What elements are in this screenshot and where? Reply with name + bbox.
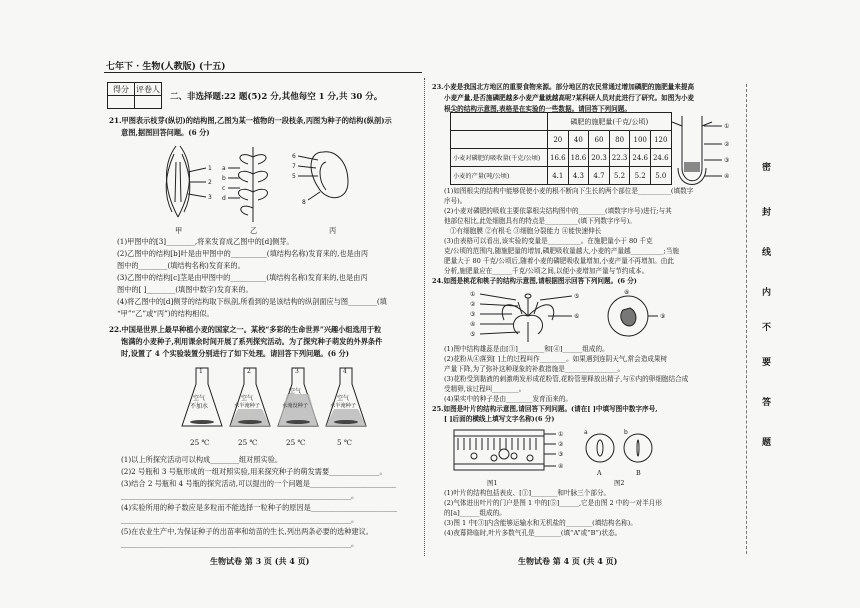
q24-line1: (1)图中结构雄蕊是由[③]________和[④]______组成的。 <box>444 345 609 353</box>
svg-text:a: a <box>222 165 226 172</box>
absorption-cell: 24.6 <box>650 149 671 167</box>
q21-line3: 图中的________(填结构名称)发育来的。 <box>117 261 245 270</box>
q24-line2: (2)花粉从④落到[ ]上的过程叫作________。如果遇到连阴天气,常会造成果树 <box>444 355 668 363</box>
q21-line1: (1)甲图中的[3]________,将来发育成乙图中的[d]侧芽。 <box>117 237 294 246</box>
absorption-label: 小麦对磷肥的吸收量(千克/公顷) <box>451 149 548 167</box>
q23-stem3: 根尖的结构示意图,表格是在实验的一些数据。请回答下列问题。 <box>444 105 631 113</box>
q22-flask-row <box>178 364 378 454</box>
svg-text:③: ③ <box>724 157 730 164</box>
svg-text:b: b <box>222 175 226 182</box>
fig2-label-b: B <box>636 469 641 477</box>
q21-line4: (3)乙图中的结构[c]茎是由甲图中的__________(填结构名称)发育来的,也是由丙 <box>117 273 368 282</box>
q22-line5: (4)实验所用的种子数应是多粒而不能选择一粒种子的原因是________________________ <box>121 503 398 512</box>
table-head: 磷肥的施肥量(千克/公顷) <box>548 113 672 131</box>
dose-cell: 40 <box>568 131 589 149</box>
q23-line6: 克/公顷的范围内,随施肥量的增加,磷肥吸收量越大,小麦的产量越__________;当施 <box>444 247 679 255</box>
seal-line <box>746 84 747 554</box>
svg-text:②: ② <box>470 301 476 308</box>
paper-header: 七年下 · 生物(人教版) (十五) <box>106 62 226 72</box>
q23-options: ①有细胞膜 ②有根毛 ③细胞分裂能力 ④能快速伸长 <box>450 227 602 235</box>
footer-left: 生物试卷 第 3 页 (共 4 页) <box>210 556 310 566</box>
q23-line7: 肥量大于 80 千克/公顷后,随着小麦的磷肥吸收量增加,小麦产量不再增加。由此 <box>444 257 674 265</box>
svg-text:5: 5 <box>292 173 296 180</box>
q22-stem2: 饱满的小麦种子,利用课余时间开展了系列探究活动。为了探究种子萌发的外界条件 <box>121 337 383 346</box>
dose-cell: 20 <box>548 131 569 149</box>
q24-stem: 24.如图是桃花和桃子的结构示意图,请根据图示回答下列问题。(6 分) <box>432 277 637 285</box>
svg-text:⑨: ⑨ <box>660 313 666 320</box>
dose-cell: 100 <box>630 131 651 149</box>
flask2-temp: 25 ℃ <box>238 438 258 447</box>
q22-stem3: 时,设置了 4 个实验装置分别进行了如下处理。请回答下列问题。(6 分) <box>121 349 350 358</box>
svg-text:2: 2 <box>208 179 212 186</box>
flask4-num: 4 <box>343 368 347 375</box>
svg-text:⑤: ⑤ <box>470 331 476 338</box>
flask2-water: 水半淹种子 <box>234 403 260 409</box>
flask1-air: 空气 <box>193 395 206 402</box>
flask2-air: 空气 <box>241 395 254 402</box>
yield-cell: 4.1 <box>548 167 569 185</box>
svg-text:④: ④ <box>558 463 564 470</box>
q24-line4: (3)花粉受到黏液的刺激萌发形成花粉管,花粉管里释放出精子,与⑥内的卵细胞结合成 <box>444 375 689 383</box>
flask2-num: 2 <box>247 368 251 375</box>
page-divider <box>424 78 425 556</box>
fig-bing-label: 丙 <box>329 226 337 235</box>
q23-line2: 序号)。 <box>444 197 467 205</box>
fig-jia-label: 甲 <box>175 226 183 235</box>
yield-label: 小麦的产量(吨/公顷) <box>451 167 548 185</box>
q22-line6: ________________________________________________________________。 <box>121 515 359 524</box>
q24-line3: 产量下降,为了弥补这种现象的补救措施是________________。 <box>444 365 625 373</box>
svg-text:①: ① <box>558 431 564 438</box>
q22-stem1: 22.中国是世界上最早种植小麦的国家之一。某校“多彩的生命世界”兴趣小组选用于粒 <box>109 325 382 334</box>
header-rule <box>104 72 422 73</box>
svg-text:c: c <box>222 185 226 192</box>
svg-text:⑥: ⑥ <box>574 313 580 320</box>
dose-cell: 120 <box>650 131 671 149</box>
fig2-label-a: A <box>597 469 602 477</box>
q21-line6: (4)将乙图中的[d]侧芽的结构取下纵剖,所看到的是该结构的纵剖面应与图________(填 <box>117 297 387 306</box>
q23-line5: (3)由表格可以看出,该实验的变量是__________。在施肥量小于 80 千克 <box>444 237 653 245</box>
yield-cell: 4.3 <box>568 167 589 185</box>
flask3-water: 水淹没种子 <box>282 403 308 409</box>
q23-stem1: 23.小麦是我国北方地区的重要食物来源。部分地区的农民常通过增加磷肥的施肥量来提高 <box>432 83 695 91</box>
q21-line5: 图中的[ ]________(填图中数字)发育来的。 <box>117 285 253 294</box>
seal-char: 题 <box>762 438 772 448</box>
q22-line1: (1)以上所探究活动可以构成________组对照实验。 <box>121 455 283 464</box>
q24-line5: 受精卵,该过程叫________。 <box>444 385 526 393</box>
fig1-label: 图1 <box>487 479 498 487</box>
svg-text:④: ④ <box>724 173 730 180</box>
q23-line3: (2)小麦对磷肥的吸收主要依靠根尖结构图中的________(填数字序号)进行;与其 <box>444 207 672 215</box>
absorption-cell: 16.6 <box>548 149 569 167</box>
absorption-cell: 24.6 <box>630 149 651 167</box>
svg-text:⑤: ⑤ <box>574 293 580 300</box>
svg-text:③: ③ <box>558 451 564 458</box>
table-blank <box>451 131 548 149</box>
q22-line4: ________________________________________________________________。 <box>121 491 359 500</box>
svg-text:④: ④ <box>470 321 476 328</box>
seal-char: 不 <box>762 323 772 333</box>
q23-stem2: 小麦产量,是否施磷肥越多小麦产量就越高呢?某科研人员对此进行了研究。如图为小麦 <box>444 94 695 102</box>
q25-line3: 的[a]______组成的。 <box>444 509 506 517</box>
dose-cell: 60 <box>589 131 610 149</box>
q22-line7: (5)在农业生产中,为保证种子的出苗率和幼苗的生长,列出两条必要的选种建议。 <box>121 527 373 536</box>
q25-line1: (1)叶片的结构包括表皮、[①]________和叶脉三个部分。 <box>444 489 611 497</box>
dose-cell: 80 <box>609 131 630 149</box>
q25-line2: (2)气体进出叶片的门户是图 1 中的[⑤]______,它是由图 2 中的一对半月形 <box>444 499 662 507</box>
peach-figures <box>468 286 668 344</box>
q23-line4: 他部位相比,此处细胞具有的特点是__________(填下列数字序号)。 <box>444 217 636 225</box>
seal-char: 封 <box>762 208 772 218</box>
svg-text:b: b <box>624 429 628 436</box>
flask3-temp: 25 ℃ <box>286 438 306 447</box>
q25-stem1: 25.如图是叶片的结构示意图,请回答下列问题。(请在[ ]中填写图中数字序号, <box>432 405 658 413</box>
score-cell: 得分 <box>108 83 135 96</box>
fertilizer-table <box>450 112 672 185</box>
seal-char: 答 <box>762 398 772 408</box>
root-tip-figure <box>668 112 740 190</box>
score-table <box>107 82 162 109</box>
section-title: 二、非选择题:22 题(5)2 分,其他每空 1 分,共 30 分。 <box>170 92 383 102</box>
svg-text:6: 6 <box>292 153 296 160</box>
table-corner <box>451 113 548 131</box>
q22-line2: (2)2 号瓶和 3 号瓶形成的一组对照实验,用来探究种子的萌发需要______________。 <box>121 467 387 476</box>
q25-line5: (4)夜幕降临时,叶片多数气孔是________(填“A”或“B”)状态。 <box>444 529 622 537</box>
grader-blank <box>135 96 162 109</box>
q21-stem: 21.甲图表示枝芽(纵切)的结构图,乙图为某一植物的一段枝条,丙图为种子的结构(纵剖)示 <box>109 116 392 125</box>
yield-cell: 5.2 <box>630 167 651 185</box>
svg-text:①: ① <box>724 123 730 130</box>
absorption-cell: 20.3 <box>589 149 610 167</box>
q21-line2: (2)乙图中的结构[b]叶是由甲图中的__________(填结构名称)发育来的,也是由丙 <box>117 249 369 258</box>
q23-line1: (1)如图根尖的结构中能够促使小麦的根不断向下生长的两个部位是__________(填数字 <box>444 187 694 195</box>
q22-line8: ________________________________________________________________。 <box>121 539 359 548</box>
q21-stem2: 意图,据图回答问题。(6 分) <box>121 128 210 137</box>
grader-cell: 评卷人 <box>136 84 160 94</box>
flask1-temp: 25 ℃ <box>190 438 210 447</box>
q22-line3: (3)结合 2 号瓶和 4 号瓶的探究活动,可以提出的一个问题是________________________ <box>121 479 397 488</box>
absorption-cell: 18.6 <box>568 149 589 167</box>
flask1-water: 不加水 <box>190 403 209 410</box>
svg-text:③: ③ <box>470 311 476 318</box>
svg-text:⑧: ⑧ <box>624 289 630 296</box>
svg-text:②: ② <box>724 141 730 148</box>
flask3-air: 空气 <box>289 388 302 395</box>
svg-text:①: ① <box>470 291 476 298</box>
q21-line7: “甲”“乙”或“丙”)的结构相似。 <box>117 309 214 318</box>
seal-char: 内 <box>762 288 772 298</box>
score-blank <box>108 96 135 109</box>
absorption-cell: 22.3 <box>609 149 630 167</box>
yield-cell: 5.2 <box>609 167 630 185</box>
flask3-num: 3 <box>295 368 299 375</box>
flask4-temp: 5 ℃ <box>337 438 352 447</box>
q23-line8: 分析,施肥量应在______千克/公顷之间,以便小麦增加产量与节约成本。 <box>444 267 649 275</box>
svg-text:3: 3 <box>208 194 212 201</box>
svg-text:8: 8 <box>302 199 306 206</box>
flask4-air: 空气 <box>337 395 350 402</box>
q21-figures <box>148 142 373 227</box>
fig2-label: 图2 <box>614 479 625 487</box>
flask4-water: 水半淹种子 <box>330 403 356 409</box>
yield-cell: 4.7 <box>589 167 610 185</box>
svg-text:a: a <box>584 429 588 436</box>
svg-text:1: 1 <box>208 165 212 172</box>
flask1-num: 1 <box>199 368 203 375</box>
leaf-figures <box>444 424 654 478</box>
seal-char: 要 <box>762 358 772 368</box>
svg-text:7: 7 <box>292 163 296 170</box>
seal-char: 线 <box>762 248 772 258</box>
yield-cell: 5.0 <box>650 167 671 185</box>
fig-yi-label: 乙 <box>250 226 258 235</box>
q24-line6: (4)果实中的种子是由________发育而来的。 <box>444 395 573 403</box>
footer-right: 生物试卷 第 4 页 (共 4 页) <box>518 556 618 566</box>
q25-line4: (3)图 1 中[③]内含能够运输水和无机盐的________(填结构名称)。 <box>444 519 637 527</box>
svg-text:②: ② <box>558 441 564 448</box>
seal-char: 密 <box>762 163 772 173</box>
svg-text:d: d <box>222 195 226 202</box>
q25-stem2: [ ]后面的横线上填写文字名称)(6 分) <box>444 415 555 423</box>
